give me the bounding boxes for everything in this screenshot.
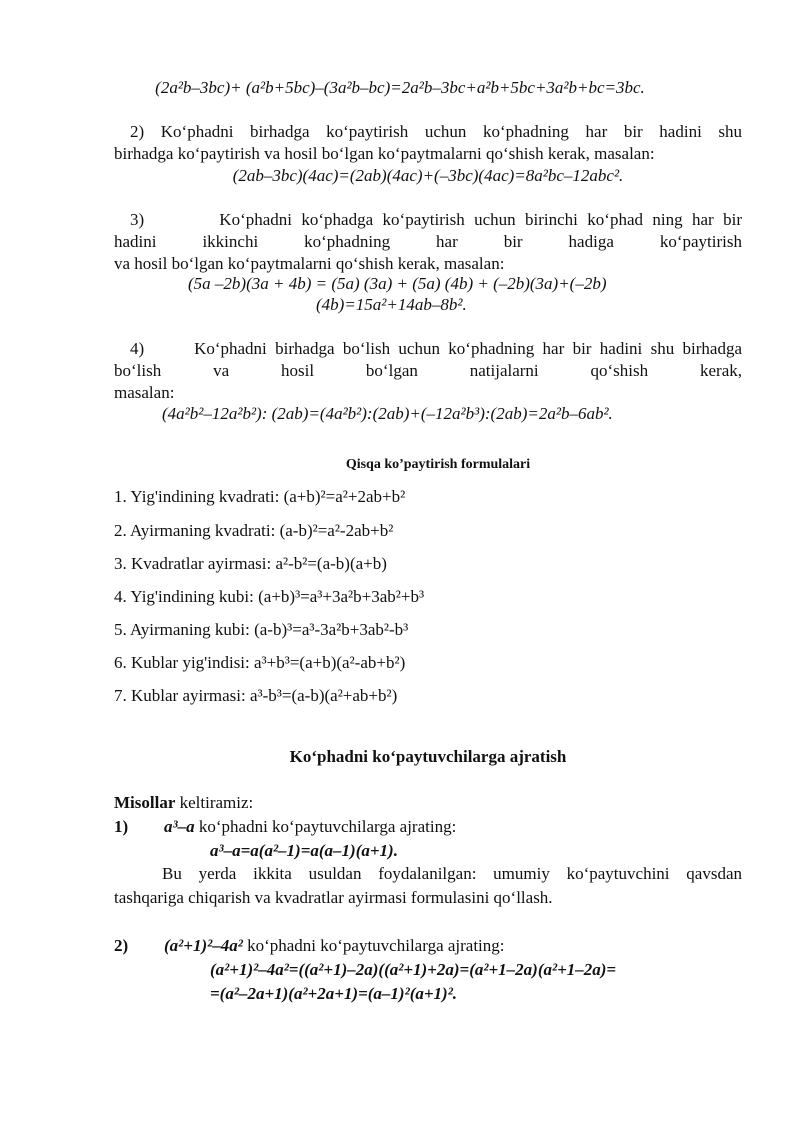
formula-item: 2. Ayirmaning kvadrati: (a-b)²=a²-2ab+b² (114, 521, 394, 540)
example2-solution-line1: (a²+1)²–4a²=((a²+1)–2a)((a²+1)+2a)=(a²+1–2a)(a²+1–2a)= (210, 960, 617, 979)
example2-solution-line2: =(a²–2a+1)(a²+2a+1)=(a–1)²(a+1)². (210, 984, 458, 1003)
rule4-line2: bo‘lish va hosil bo‘lgan natijalarni qo‘shish kerak, (114, 361, 742, 380)
factoring-heading: Ko‘phadni ko‘paytuvchilarga ajratish (289, 747, 567, 766)
formula-item: 4. Yig'indining kubi: (a+b)³=a³+3a²b+3ab²+b³ (114, 587, 425, 606)
rule3-line3: va hosil bo‘lgan ko‘paytmalarni qo‘shish kerak, masalan: (114, 254, 505, 273)
formula-item: 6. Kublar yig'indisi: a³+b³=(a+b)(a²-ab+b²) (114, 653, 406, 672)
example1-text: ko‘phadni ko‘paytuvchilarga ajrating: (194, 817, 457, 836)
example1-note-line1: Bu yerda ikkita usuldan foydalanilgan: umumiy ko‘paytuvchini qavsdan (162, 864, 742, 883)
rule3-line2: hadini ikkinchi ko‘phadning har bir hadiga ko‘paytirish (114, 232, 742, 251)
example1-solution: a³–a=a(a²–1)=a(a–1)(a+1). (210, 841, 398, 860)
intro-rest: keltiramiz: (175, 793, 254, 812)
intro-bold: Misollar (114, 793, 176, 812)
rule2-line2: birhadga ko‘paytirish va hosil bo‘lgan ko‘paytmalarni qo‘shish kerak, masalan: (114, 144, 655, 163)
example2-statement (164, 936, 505, 956)
example1-note-line2: tashqariga chiqarish va kvadratlar ayirmasi formulasini qo‘llash. (114, 888, 553, 907)
factoring-intro (114, 793, 253, 813)
example2-text: ko‘phadni ko‘paytuvchilarga ajrating: (242, 936, 505, 955)
example1-expression: a³–a (164, 817, 195, 836)
example2-expression: (a²+1)²–4a² (164, 936, 243, 955)
example1-number: 1) (114, 817, 129, 836)
rule4-line3: masalan: (114, 383, 175, 402)
rule3-example-part2: (4b)=15a²+14ab–8b². (316, 295, 467, 314)
example1-statement (164, 817, 456, 837)
rule3-line1: 3) Ko‘phadni ko‘phadga ko‘paytirish uchun birinchi ko‘phad ning har bir (130, 210, 742, 229)
formula-item: 3. Kvadratlar ayirmasi: a²-b²=(a-b)(a+b) (114, 554, 387, 573)
rule4-line1: 4) Ko‘phadni birhadga bo‘lish uchun ko‘phadning har bir hadini shu birhadga (130, 339, 742, 358)
formula-item: 7. Kublar ayirmasi: a³-b³=(a-b)(a²+ab+b²) (114, 686, 398, 705)
rule2-line1: 2) Ko‘phadni birhadga ko‘paytirish uchun ko‘phadning har bir hadini shu (130, 122, 742, 141)
rule1-example: (2a²b–3bc)+ (a²b+5bc)–(3a²b–bc)=2a²b–3bc+a²b+5bc+3a²b+bc=3bc. (155, 78, 645, 97)
formula-item: 5. Ayirmaning kubi: (a-b)³=a³-3a²b+3ab²-b³ (114, 620, 409, 639)
example2-number: 2) (114, 936, 129, 955)
rule3-example-part1: (5a –2b)(3a + 4b) = (5a) (3a) + (5a) (4b) + (–2b)(3a)+(–2b) (188, 274, 607, 293)
formula-item: 1. Yig'indining kvadrati: (a+b)²=a²+2ab+b² (114, 487, 406, 506)
rule2-example: (2ab–3bc)(4ac)=(2ab)(4ac)+(–3bc)(4ac)=8a²bc–12abc². (232, 166, 624, 185)
formulas-heading: Qisqa ko’paytirish formulalari (345, 457, 531, 472)
rule4-example: (4a²b²–12a²b²): (2ab)=(4a²b²):(2ab)+(–12a²b³):(2ab)=2a²b–6ab². (162, 404, 613, 423)
